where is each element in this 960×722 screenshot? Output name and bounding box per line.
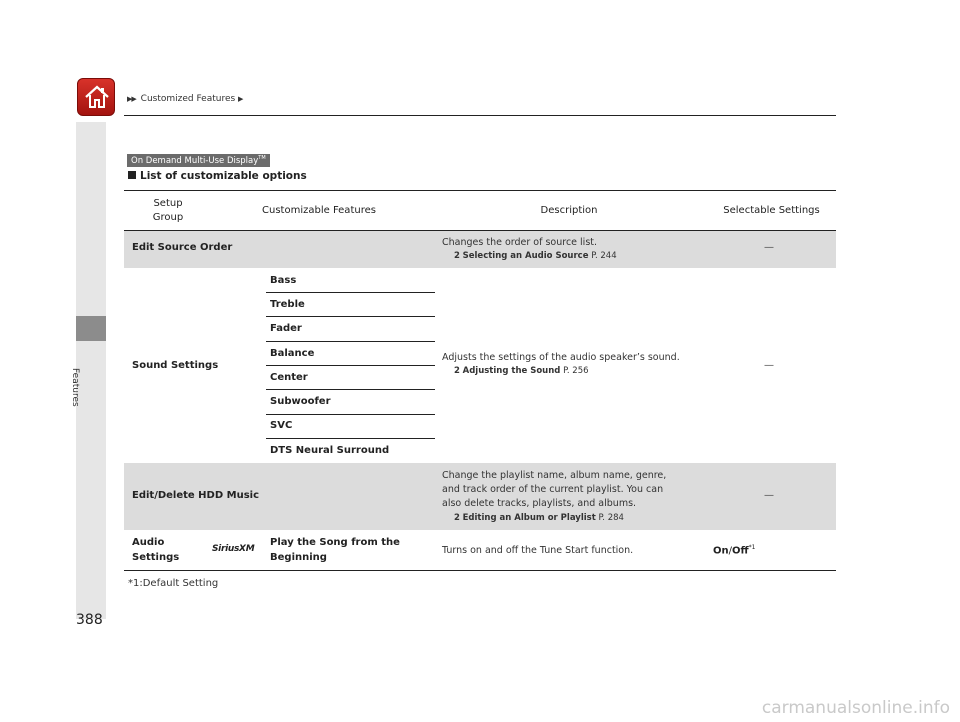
bullet-square-icon (128, 171, 136, 179)
page-number: 388 (76, 612, 103, 628)
section-title (128, 170, 307, 182)
breadcrumb (127, 94, 244, 104)
feature-divider (266, 365, 435, 366)
breadcrumb-arrow-icon: ▶ (238, 95, 243, 103)
xref-arrow-icon: 2 (454, 251, 460, 261)
options-table (124, 190, 836, 571)
header-divider (124, 115, 836, 116)
header-setup-group: Setup Group (152, 198, 184, 223)
footnote: *1:Default Setting (128, 578, 219, 589)
header-selectable-settings: Selectable Settings (723, 205, 820, 216)
setting-footnote-ref: *1 (748, 544, 756, 551)
feature-fader: Fader (270, 323, 302, 334)
row-audio-desc: Turns on and off the Tune Start function. (442, 545, 634, 556)
feature-balance: Balance (270, 348, 315, 359)
row-edit-source-xref[interactable] (454, 251, 617, 261)
xref-page: P. 244 (591, 251, 617, 261)
feature-bass: Bass (270, 275, 297, 286)
xref-arrow-icon: 2 (454, 366, 460, 376)
setting-off: Off (732, 545, 749, 557)
row-hdd-group: Edit/Delete HDD Music (132, 490, 260, 501)
section-badge-trademark: TM (258, 155, 266, 161)
row-sound-xref[interactable] (454, 366, 589, 376)
feature-svc: SVC (270, 420, 293, 431)
home-icon (83, 83, 111, 111)
home-button[interactable] (77, 78, 115, 116)
feature-divider (266, 389, 435, 390)
row-hdd-settings: — (764, 490, 774, 501)
section-title-text: List of customizable options (140, 170, 307, 182)
row-hdd-desc-1: Change the playlist name, album name, genre, (442, 470, 667, 481)
table-bottom-rule (124, 570, 836, 571)
row-edit-source-desc: Changes the order of source list. (442, 237, 598, 248)
section-badge-text: On Demand Multi-Use Display (131, 155, 259, 166)
feature-divider (266, 292, 435, 293)
sidebar-strip-top (76, 122, 106, 316)
xref-page: P. 256 (563, 366, 589, 376)
xref-title: Adjusting the Sound (462, 366, 561, 376)
row-hdd-desc-2: and track order of the current playlist. You can (442, 484, 664, 495)
feature-dts-neural-surround: DTS Neural Surround (270, 445, 390, 456)
xref-arrow-icon: 2 (454, 513, 460, 523)
feature-divider (266, 414, 435, 415)
setting-separator: / (728, 545, 732, 557)
table-top-rule (124, 190, 836, 191)
header-description: Description (540, 205, 598, 216)
feature-divider (266, 341, 435, 342)
row-sound-settings: — (764, 360, 774, 371)
row-hdd-xref[interactable] (454, 513, 624, 523)
row-sound-desc: Adjusts the settings of the audio speaker’s sound. (442, 352, 680, 363)
breadcrumb-link[interactable]: Customized Features (140, 94, 236, 104)
sidebar-active-tab[interactable] (76, 316, 106, 341)
row-edit-source-group: Edit Source Order (132, 242, 233, 253)
feature-treble: Treble (270, 299, 305, 310)
row-audio-group-1: Audio (132, 537, 165, 548)
sidebar-section-label: Features (70, 368, 80, 407)
row-hdd-desc-3: also delete tracks, playlists, and albums. (442, 498, 637, 509)
xref-title: Editing an Album or Playlist (462, 513, 596, 523)
feature-divider (266, 438, 435, 439)
sidebar-strip-bottom (76, 341, 106, 619)
xref-page: P. 284 (598, 513, 624, 523)
row-audio-feature-1: Play the Song from the (270, 537, 400, 548)
row-audio-feature-2: Beginning (270, 552, 327, 563)
setting-on: On (713, 545, 729, 557)
row-edit-source-settings: — (764, 242, 774, 253)
feature-subwoofer: Subwoofer (270, 396, 331, 407)
siriusxm-logo: SiriusXM (212, 544, 255, 554)
row-audio-settings (713, 544, 755, 556)
row-audio-group-2: Settings (132, 552, 180, 563)
feature-center: Center (270, 372, 308, 383)
row-sound-group: Sound Settings (132, 360, 219, 371)
xref-title: Selecting an Audio Source (462, 251, 589, 261)
breadcrumb-arrows-icon: ▶▶ (127, 95, 136, 103)
watermark: carmanualsonline.info (761, 698, 950, 718)
feature-divider (266, 316, 435, 317)
section-badge (127, 154, 270, 167)
header-customizable-features: Customizable Features (262, 205, 376, 216)
